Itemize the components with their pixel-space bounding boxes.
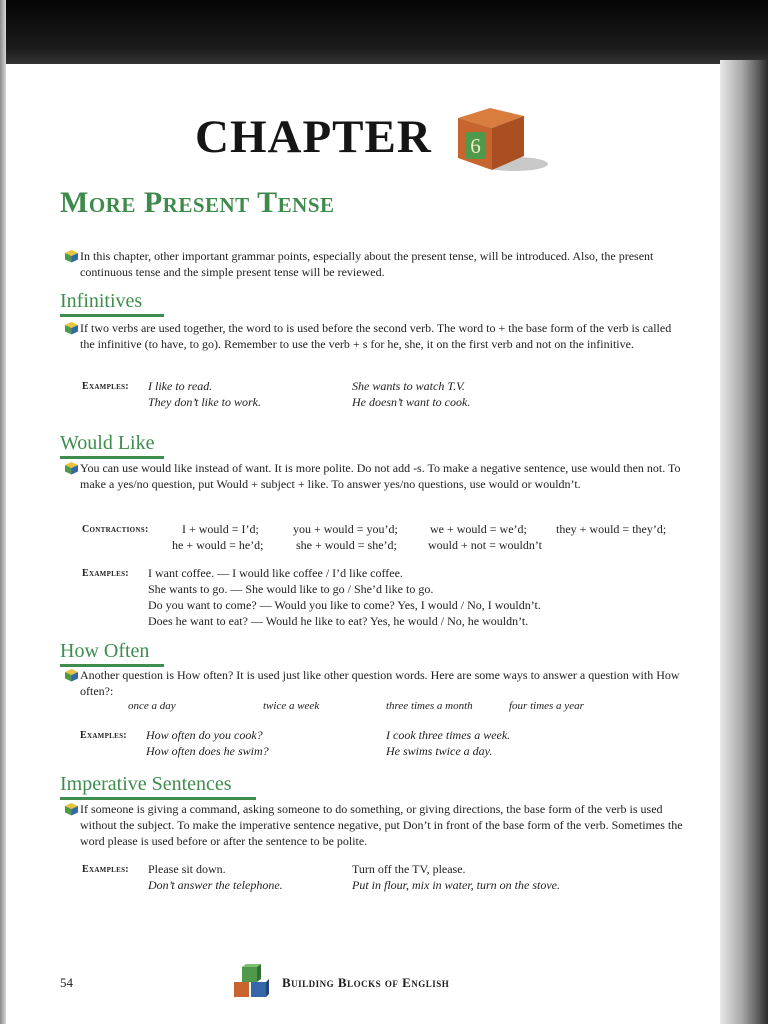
cube-bullet-icon <box>64 321 79 335</box>
contraction: I + would = I’d; <box>182 522 259 536</box>
cube-bullet-icon <box>64 802 79 816</box>
would-like-example: Does he want to eat? — Would he like to eat? Yes, he would / No, he wouldn’t. <box>148 614 529 628</box>
how-often-example: How often does he swim? <box>146 744 269 758</box>
chapter-number: 6 <box>470 134 481 158</box>
would-like-example: Do you want to come? — Would you like to come? Yes, I would / No, I wouldn’t. <box>148 598 541 612</box>
contraction: they + would = they’d; <box>556 522 667 536</box>
would-like-text: You can use would like instead of want. It is more polite. Do not add -s. To make a negative sentence, use would then not. To make a yes/no question, put Would + subject + like. To answer yes/no questions, use would or wouldn’t. <box>80 461 681 491</box>
infinitives-example: He doesn’t want to cook. <box>352 395 471 409</box>
imperative-examples-label: Examples: <box>82 864 129 875</box>
how-often-example: How often do you cook? <box>146 728 263 742</box>
page-number: 54 <box>60 975 73 990</box>
would-like-heading: Would Like <box>60 432 155 454</box>
imperative-example: Don’t answer the telephone. <box>148 878 283 892</box>
chapter-block-icon <box>448 102 548 174</box>
how-often-answer: three times a month <box>386 700 473 712</box>
blocks-logo-icon <box>232 964 272 1000</box>
contractions-label: Contractions: <box>82 524 149 535</box>
imperative-example: Please sit down. <box>148 862 226 876</box>
would-like-example: She wants to go. — She would like to go / She’d like to go. <box>148 582 434 596</box>
how-often-text: Another question is How often? It is used just like other question words. Here are some ways to answer a question with How often?: <box>80 668 680 698</box>
imperative-rule <box>60 797 256 800</box>
intro-text: In this chapter, other important grammar points, especially about the present tense, will be introduced. Also, the present continuous tense and the simple present tense will be reviewed. <box>80 249 654 279</box>
imperative-example: Put in flour, mix in water, turn on the stove. <box>352 878 560 892</box>
contraction: we + would = we’d; <box>430 522 527 536</box>
intro-paragraph <box>64 248 684 280</box>
imperative-text: If someone is giving a command, asking someone to do something, or giving directions, the base form of the verb is used without the subject. To make the imperative sentence negative, put Don’t in front of the base form of the verb. Sometimes the word please is used before or after the sentence to be polite. <box>80 802 683 848</box>
infinitives-paragraph <box>64 320 684 352</box>
chapter-title: CHAPTER <box>195 111 432 163</box>
how-often-examples-label: Examples: <box>80 730 127 741</box>
how-often-example: He swims twice a day. <box>386 744 493 758</box>
infinitives-text: If two verbs are used together, the word to is used before the second verb. The word to + the base form of the verb is called the infinitive (to have, to go). Remember to use the verb + s for he, she, it on the first verb and not on the infinitive. <box>80 321 672 351</box>
would-like-rule <box>60 456 164 459</box>
cube-bullet-icon <box>64 668 79 682</box>
how-often-answer: four times a year <box>509 700 584 712</box>
infinitives-example: She wants to watch T.V. <box>352 379 465 393</box>
infinitives-examples-label: Examples: <box>82 381 129 392</box>
infinitives-rule <box>60 314 164 317</box>
how-often-answer: twice a week <box>263 700 320 712</box>
chapter-subtitle: More Present Tense <box>60 186 335 219</box>
would-like-paragraph <box>64 460 684 492</box>
how-often-heading: How Often <box>60 640 150 662</box>
imperative-heading: Imperative Sentences <box>60 773 232 795</box>
infinitives-example: They don’t like to work. <box>148 395 261 409</box>
infinitives-example: I like to read. <box>148 379 213 393</box>
scan-shadow-top <box>0 0 768 68</box>
contraction: would + not = wouldn’t <box>428 538 542 552</box>
book-title: Building Blocks of English <box>282 975 450 990</box>
how-often-answer: once a day <box>128 700 176 712</box>
imperative-paragraph <box>64 801 684 849</box>
how-often-paragraph <box>64 667 684 699</box>
cube-bullet-icon <box>64 461 79 475</box>
would-like-example: I want coffee. — I would like coffee / I’d like coffee. <box>148 566 403 580</box>
contraction: she + would = she’d; <box>296 538 397 552</box>
scan-shadow-right <box>720 60 768 1024</box>
contraction: you + would = you’d; <box>293 522 398 536</box>
contraction: he + would = he’d; <box>172 538 264 552</box>
imperative-example: Turn off the TV, please. <box>352 862 466 876</box>
infinitives-heading: Infinitives <box>60 290 143 312</box>
how-often-example: I cook three times a week. <box>386 728 511 742</box>
cube-bullet-icon <box>64 249 79 263</box>
would-like-examples-label: Examples: <box>82 568 129 579</box>
